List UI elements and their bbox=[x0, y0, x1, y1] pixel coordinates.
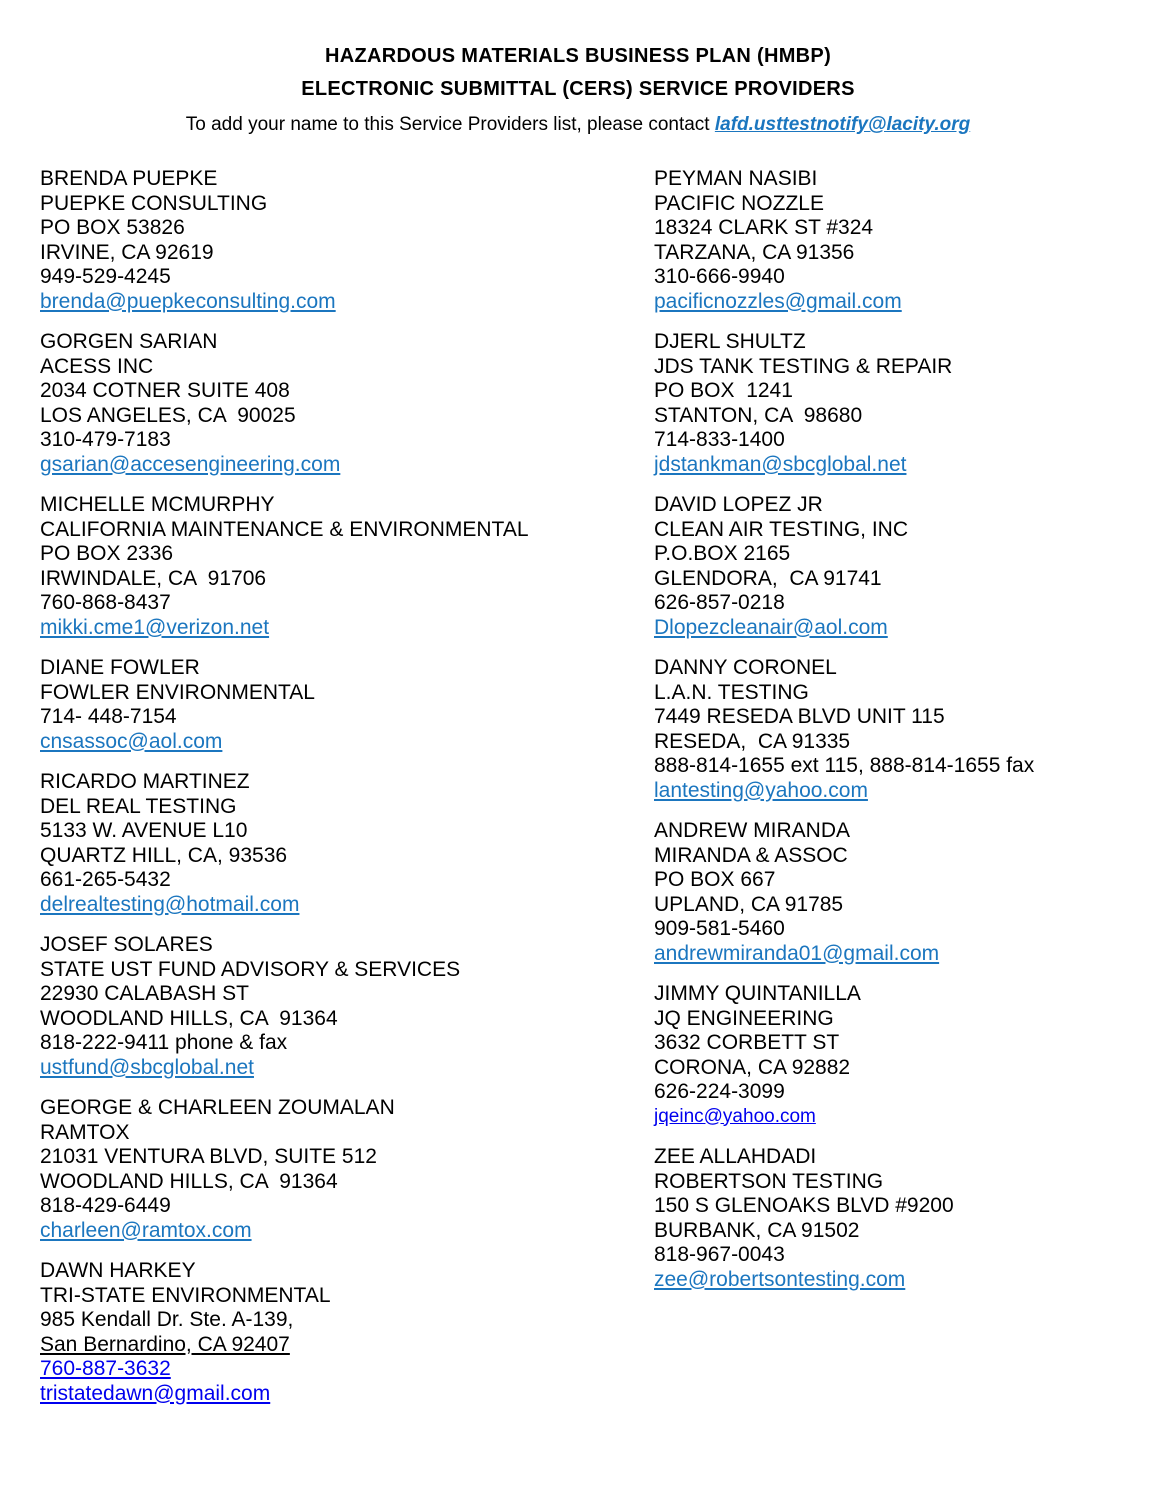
provider-city: CORONA, CA 92882 bbox=[654, 1055, 851, 1079]
provider-company: JQ ENGINEERING bbox=[654, 1006, 834, 1030]
provider-address: P.O.BOX 2165 bbox=[654, 542, 791, 565]
provider-phone: 818-429-6449 bbox=[40, 1194, 171, 1217]
provider-entry bbox=[40, 933, 654, 1080]
provider-name: JIMMY QUINTANILLA bbox=[654, 982, 861, 1005]
provider-address: PO BOX 2336 bbox=[40, 542, 174, 565]
provider-address: 985 Kendall Dr. Ste. A-139, bbox=[40, 1308, 294, 1331]
provider-entry bbox=[654, 167, 1136, 314]
provider-phone: 818-222-9411 phone & fax bbox=[40, 1031, 288, 1054]
provider-name: DAVID LOPEZ JR bbox=[654, 493, 823, 516]
provider-name: GEORGE & CHARLEEN ZOUMALAN bbox=[40, 1096, 395, 1119]
provider-email[interactable]: ustfund@sbcglobal.net bbox=[40, 1055, 254, 1079]
provider-address: 7449 RESEDA BLVD UNIT 115 bbox=[654, 705, 945, 728]
provider-address: 2034 COTNER SUITE 408 bbox=[40, 379, 290, 402]
provider-entry bbox=[40, 167, 654, 314]
provider-entry bbox=[40, 1096, 654, 1243]
provider-address: 22930 CALABASH ST bbox=[40, 982, 249, 1005]
provider-email[interactable]: delrealtesting@hotmail.com bbox=[40, 892, 300, 916]
provider-email[interactable]: Dlopezcleanair@aol.com bbox=[654, 615, 888, 639]
provider-entry bbox=[654, 493, 1136, 640]
provider-phone: 310-666-9940 bbox=[654, 265, 785, 288]
provider-phone: 760-868-8437 bbox=[40, 591, 171, 614]
provider-email[interactable]: jdstankman@sbcglobal.net bbox=[654, 452, 907, 476]
provider-entry bbox=[40, 770, 654, 917]
provider-name: ANDREW MIRANDA bbox=[654, 819, 851, 842]
provider-company: DEL REAL TESTING bbox=[40, 794, 237, 818]
provider-name: BRENDA PUEPKE bbox=[40, 167, 218, 190]
provider-entry bbox=[40, 1259, 654, 1406]
provider-city: QUARTZ HILL, CA, 93536 bbox=[40, 843, 288, 867]
provider-email[interactable]: charleen@ramtox.com bbox=[40, 1218, 252, 1242]
provider-name: ZEE ALLAHDADI bbox=[654, 1145, 817, 1168]
provider-email[interactable]: zee@robertsontesting.com bbox=[654, 1267, 906, 1291]
provider-phone: 714- 448-7154 bbox=[40, 705, 177, 728]
provider-company: CALIFORNIA MAINTENANCE & ENVIRONMENTAL bbox=[40, 517, 529, 541]
provider-city: San Bernardino, CA 92407 bbox=[40, 1332, 290, 1356]
page-subtitle: ELECTRONIC SUBMITTAL (CERS) SERVICE PROVIDERS bbox=[301, 78, 855, 100]
provider-phone: 626-857-0218 bbox=[654, 591, 785, 614]
page-title: HAZARDOUS MATERIALS BUSINESS PLAN (HMBP) bbox=[324, 45, 832, 67]
providers-column-right bbox=[654, 167, 1136, 1422]
provider-company: STATE UST FUND ADVISORY & SERVICES bbox=[40, 957, 461, 981]
provider-name: MICHELLE MCMURPHY bbox=[40, 493, 275, 516]
provider-city: IRVINE, CA 92619 bbox=[40, 240, 214, 264]
provider-name: GORGEN SARIAN bbox=[40, 330, 218, 353]
provider-email[interactable]: pacificnozzles@gmail.com bbox=[654, 289, 902, 313]
provider-company: PACIFIC NOZZLE bbox=[654, 191, 824, 215]
provider-city: WOODLAND HILLS, CA 91364 bbox=[40, 1169, 338, 1193]
provider-email[interactable]: tristatedawn@gmail.com bbox=[40, 1381, 271, 1405]
provider-name: RICARDO MARTINEZ bbox=[40, 770, 250, 793]
provider-email[interactable]: mikki.cme1@verizon.net bbox=[40, 615, 270, 639]
provider-address: 21031 VENTURA BLVD, SUITE 512 bbox=[40, 1145, 377, 1168]
provider-name: DANNY CORONEL bbox=[654, 656, 837, 679]
contact-instruction-text: To add your name to this Service Providers list, please contact bbox=[185, 114, 715, 135]
provider-address: 5133 W. AVENUE L10 bbox=[40, 819, 248, 842]
provider-company: L.A.N. TESTING bbox=[654, 680, 809, 704]
provider-email[interactable]: cnsassoc@aol.com bbox=[40, 729, 223, 753]
provider-city: UPLAND, CA 91785 bbox=[654, 892, 844, 916]
provider-email[interactable]: lantesting@yahoo.com bbox=[654, 778, 868, 802]
provider-city: TARZANA, CA 91356 bbox=[654, 240, 855, 264]
provider-entry bbox=[654, 330, 1136, 477]
provider-phone: 888-814-1655 ext 115, 888-814-1655 fax bbox=[654, 754, 1035, 777]
provider-company: MIRANDA & ASSOC bbox=[654, 843, 848, 867]
provider-name: DJERL SHULTZ bbox=[654, 330, 806, 353]
provider-phone: 909-581-5460 bbox=[654, 917, 785, 940]
provider-address: PO BOX 53826 bbox=[40, 216, 185, 239]
providers-column-left bbox=[40, 167, 654, 1422]
provider-phone: 949-529-4245 bbox=[40, 265, 171, 288]
provider-phone: 661-265-5432 bbox=[40, 868, 171, 891]
provider-entry bbox=[654, 1145, 1136, 1292]
provider-company: ACESS INC bbox=[40, 354, 154, 378]
provider-entry bbox=[40, 493, 654, 640]
provider-city: GLENDORA, CA 91741 bbox=[654, 566, 882, 590]
provider-company: TRI-STATE ENVIRONMENTAL bbox=[40, 1283, 331, 1307]
provider-entry bbox=[40, 656, 654, 754]
provider-entry bbox=[654, 656, 1136, 803]
provider-phone: 818-967-0043 bbox=[654, 1243, 785, 1266]
provider-phone[interactable]: 760-887-3632 bbox=[40, 1357, 171, 1380]
provider-city: BURBANK, CA 91502 bbox=[654, 1218, 860, 1242]
provider-company: ROBERTSON TESTING bbox=[654, 1169, 884, 1193]
provider-entry bbox=[654, 819, 1136, 966]
provider-name: JOSEF SOLARES bbox=[40, 933, 213, 956]
provider-name: PEYMAN NASIBI bbox=[654, 167, 818, 190]
provider-address: PO BOX 667 bbox=[654, 868, 776, 891]
provider-city: STANTON, CA 98680 bbox=[654, 403, 863, 427]
provider-company: JDS TANK TESTING & REPAIR bbox=[654, 354, 953, 378]
provider-email[interactable]: gsarian@accesengineering.com bbox=[40, 452, 341, 476]
provider-city: RESEDA, CA 91335 bbox=[654, 729, 851, 753]
provider-company: RAMTOX bbox=[40, 1120, 130, 1144]
provider-name: DAWN HARKEY bbox=[40, 1259, 196, 1282]
provider-email[interactable]: brenda@puepkeconsulting.com bbox=[40, 289, 336, 313]
provider-company: FOWLER ENVIRONMENTAL bbox=[40, 680, 315, 704]
provider-entry bbox=[654, 982, 1136, 1129]
provider-email[interactable]: jqeinc@yahoo.com bbox=[654, 1105, 816, 1127]
provider-entry bbox=[40, 330, 654, 477]
contact-instruction bbox=[0, 114, 1156, 136]
provider-address: PO BOX 1241 bbox=[654, 379, 793, 402]
provider-city: LOS ANGELES, CA 90025 bbox=[40, 403, 296, 427]
providers-list bbox=[0, 167, 1156, 1422]
provider-address: 3632 CORBETT ST bbox=[654, 1031, 840, 1054]
provider-company: CLEAN AIR TESTING, INC bbox=[654, 517, 908, 541]
provider-address: 150 S GLENOAKS BLVD #9200 bbox=[654, 1194, 954, 1217]
contact-email-link[interactable]: lafd.usttestnotify@lacity.org bbox=[714, 114, 971, 135]
provider-phone: 310-479-7183 bbox=[40, 428, 171, 451]
provider-company: PUEPKE CONSULTING bbox=[40, 191, 268, 215]
document-header bbox=[0, 0, 1156, 136]
provider-city: IRWINDALE, CA 91706 bbox=[40, 566, 267, 590]
provider-phone: 626-224-3099 bbox=[654, 1080, 785, 1103]
provider-city: WOODLAND HILLS, CA 91364 bbox=[40, 1006, 338, 1030]
provider-email[interactable]: andrewmiranda01@gmail.com bbox=[654, 941, 940, 965]
provider-phone: 714-833-1400 bbox=[654, 428, 785, 451]
provider-address: 18324 CLARK ST #324 bbox=[654, 216, 874, 239]
provider-name: DIANE FOWLER bbox=[40, 656, 200, 679]
